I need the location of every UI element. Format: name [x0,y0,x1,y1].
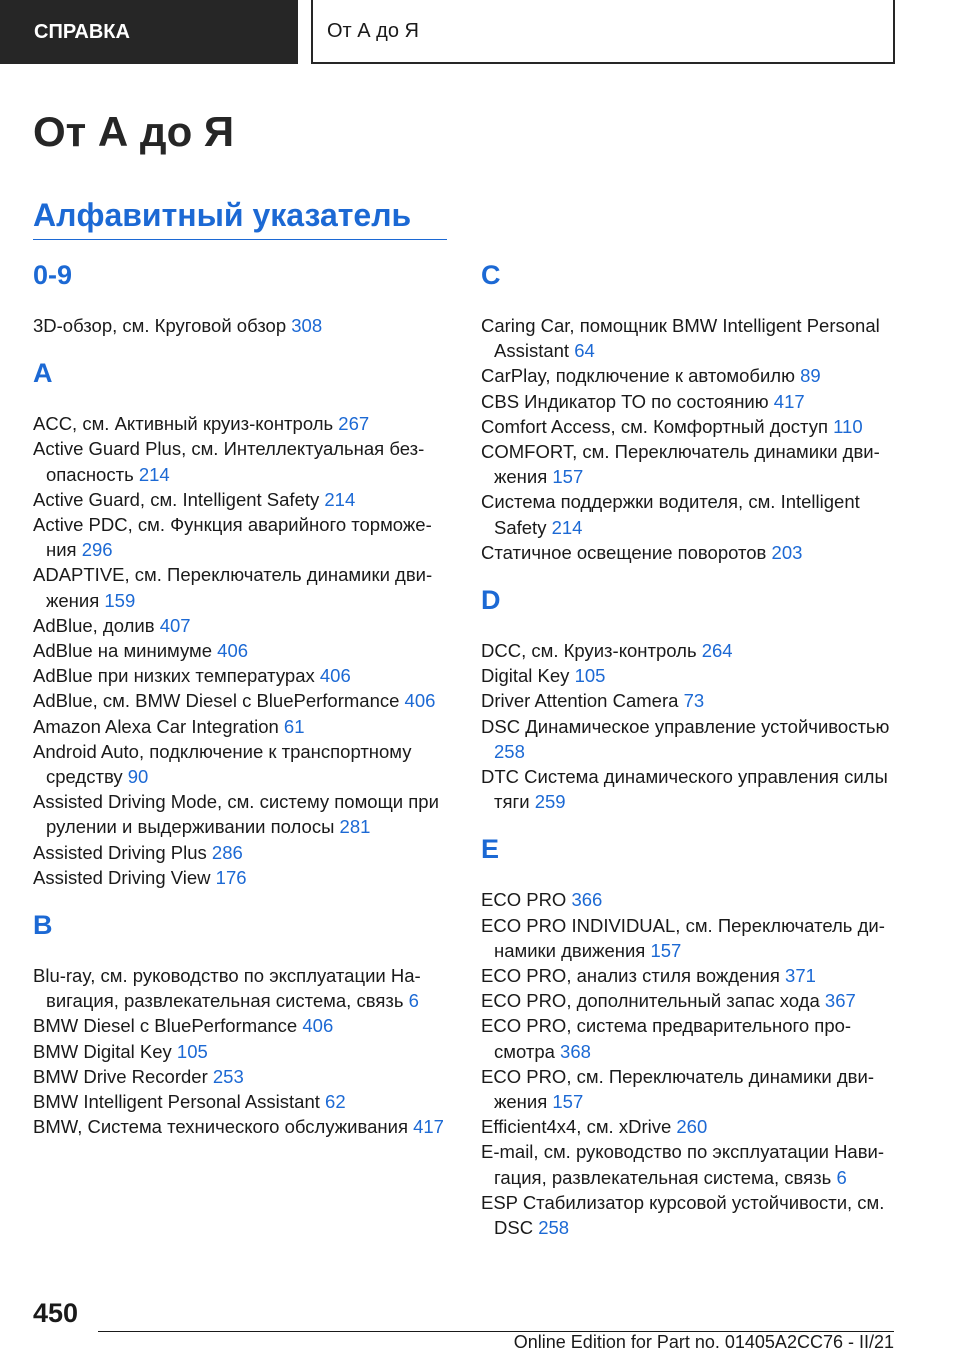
page-reference-link[interactable]: 214 [138,463,170,485]
page-reference-link[interactable]: 159 [104,589,136,611]
index-entry-text: Active PDC, см. Функция аварийного торможения [33,514,432,561]
index-entry-text: ECO PRO, см. Переключатель динамики движения [481,1065,874,1113]
page-reference-link[interactable]: 110 [833,415,863,437]
page-reference-link[interactable]: 367 [824,990,856,1012]
index-entry [33,411,453,436]
index-entry [33,436,453,486]
index-entry [33,714,453,739]
index-entry-text: DTC Система динамического управления силы тяги [481,766,888,813]
index-entry-text: Статичное освещение поворотов [481,541,767,563]
index-entry [481,414,901,439]
page-reference-link[interactable]: 90 [127,766,149,788]
index-entry-text: DCC, см. Круиз-контроль [481,640,697,662]
page-reference-link[interactable]: 258 [494,740,525,762]
index-entry-text: DSC Динамическое управление устойчивостью [481,715,890,737]
page-reference-link[interactable]: 214 [324,488,356,510]
index-entry [481,540,901,565]
index-entry-text: AdBlue на минимуме [33,640,213,662]
index-entry [481,638,901,663]
index-entry-text: Active Guard, см. Intelligent Safety [33,488,320,510]
page-reference-link[interactable]: 417 [773,390,805,412]
index-entry-text: ECO PRO, дополнительный запас хода [481,990,820,1012]
subtitle-divider [33,239,447,240]
index-section [33,908,453,1139]
index-entry [33,613,453,638]
page-reference-link[interactable]: 259 [534,791,566,813]
page-reference-link[interactable]: 64 [574,340,595,362]
index-entry-text: Digital Key [481,665,570,687]
page-reference-link[interactable]: 406 [217,640,249,662]
index-section [33,356,453,890]
page-reference-link[interactable]: 89 [800,365,821,387]
page-reference-link[interactable]: 308 [291,315,323,336]
index-section [481,583,901,814]
index-entry-text: ECO PRO [481,889,567,911]
page-reference-link[interactable]: 417 [413,1116,444,1138]
edition-note: Online Edition for Part no. 01405A2CC76 - II/21 [513,1332,894,1352]
page-reference-link[interactable]: 105 [574,665,606,687]
index-entry [33,663,453,688]
page-reference-link[interactable]: 286 [211,841,243,863]
index-entry-text: BMW, Система технического обслуживания [33,1116,408,1138]
page-title: От А до Я [33,108,235,155]
page-reference-link[interactable]: 105 [176,1040,208,1062]
page-reference-link[interactable]: 371 [785,965,816,987]
page-reference-link[interactable]: 406 [404,690,436,712]
index-entry [33,487,453,512]
index-entry [481,887,901,912]
index-letter-heading: 0-9 [33,260,73,290]
index-letter-heading: D [481,585,501,616]
index-entry [481,363,901,388]
page-reference-link[interactable]: 176 [215,866,247,888]
index-entry-text: AdBlue, долив [33,614,155,636]
index-entry-text: ACC, см. Активный круиз-контроль [33,413,334,435]
index-entry-text: ADAPTIVE, см. Переключатель динамики движения [33,564,433,611]
page-reference-link[interactable]: 214 [551,516,583,538]
index-entry [481,963,901,988]
index-entry-text: AdBlue при низких температурах [33,665,315,687]
page-reference-link[interactable]: 203 [771,541,803,563]
index-entry-text: Android Auto, подключение к транспортному средству [33,740,412,788]
index-entry-text: Amazon Alexa Car Integration [33,715,279,737]
index-entry [481,764,901,814]
index-letter-heading: A [33,358,53,389]
page-reference-link[interactable]: 157 [650,939,682,961]
index-entry-text: AdBlue, см. BMW Diesel с BluePerformance [33,690,400,712]
index-entry [481,1114,901,1139]
index-entry [33,840,453,865]
index-entry-text: Caring Car, помощник BMW Intelligent Personal Assistant [481,315,880,362]
index-entry-text: ECO PRO, анализ стиля вождения [481,965,780,987]
index-entry-text: Assisted Driving View [33,866,211,888]
index-entry [481,1139,901,1189]
index-section [481,258,901,565]
index-entry [33,1089,453,1114]
page-reference-link[interactable]: 62 [325,1091,346,1113]
index-entry-text: BMW Digital Key [33,1040,172,1062]
index-entry [33,739,453,789]
index-entry-text: Comfort Access, см. Комфортный доступ [481,415,828,437]
index-entry [33,963,453,1013]
index-entry [33,789,453,839]
page-reference-link[interactable]: 406 [319,665,351,687]
index-column-left [33,258,453,1139]
index-entry-text: BMW Drive Recorder [33,1065,208,1087]
index-letter-heading: C [481,260,501,290]
page-reference-link[interactable]: 296 [81,539,113,561]
index-column-right [481,258,901,1240]
section-tab[interactable]: СПРАВКА [0,0,298,64]
index-entry [481,663,901,688]
index-entry-text: Система поддержки водителя, см. Intelligent Safety [481,491,860,538]
index-entry-text: 3D-обзор, см. Круговой обзор [33,315,287,336]
index-entry [481,913,901,963]
page-reference-link[interactable]: 157 [552,1091,584,1113]
index-entry-text: ECO PRO, система предварительного просмотра [481,1015,852,1062]
index-section [33,258,453,338]
page-header [0,0,960,64]
index-entry [481,714,901,764]
page-reference-link[interactable]: 61 [283,715,305,737]
index-entry-text: Blu-ray, см. руководство по эксплуатации Навигация, развлекательная система, связь [33,965,421,1012]
page-reference-link[interactable]: 253 [212,1065,244,1087]
index-entry [481,313,901,363]
index-entry [481,988,901,1013]
index-entry [33,688,453,713]
index-entry [481,489,901,539]
index-entry [33,1064,453,1089]
index-entry-text: Assisted Driving Mode, см. систему помощи при рулении и выдерживании полосы [33,791,439,838]
index-entry [481,1190,901,1240]
index-entry-text: CBS Индикатор ТО по состоянию [481,390,769,412]
index-entry-text: Assisted Driving Plus [33,841,207,863]
index-entry-text: BMW Diesel с BluePerformance [33,1015,298,1037]
page-reference-link[interactable]: 407 [159,614,191,636]
page-reference-link[interactable]: 406 [302,1015,334,1037]
index-entry-text: BMW Intelligent Personal Assistant [33,1091,320,1113]
page-reference-link[interactable]: 366 [571,889,603,911]
index-entry-text: ECO PRO INDIVIDUAL, см. Переключатель динамики движения [481,914,885,961]
page-reference-link[interactable]: 368 [560,1040,591,1062]
index-entry [481,688,901,713]
index-letter-heading: E [481,834,500,865]
index-entry [481,439,901,489]
index-entry-text: Active Guard Plus, см. Интеллектуальная безопасность [33,438,425,485]
index-entry [33,562,453,612]
index-section [481,832,901,1240]
page-reference-link[interactable]: 267 [338,413,370,435]
index-entry [481,1064,901,1114]
page-reference-link[interactable]: 6 [836,1166,847,1188]
index-entry-text: ESP Стабилизатор курсовой устойчивости, см. DSC [481,1191,885,1239]
index-entry [33,313,453,338]
index-entry [33,1039,453,1064]
chapter-tab[interactable]: От А до Я [311,0,895,64]
page-reference-link[interactable]: 73 [683,690,705,712]
page-reference-link[interactable]: 264 [701,640,733,662]
index-subtitle: Алфавитный указатель [33,197,412,233]
index-entry-text: E-mail, см. руководство по эксплуатации Навигация, развлекательная система, связь [481,1141,885,1188]
index-entry [33,1114,453,1139]
page-reference-link[interactable]: 260 [676,1116,708,1138]
index-entry [481,1013,901,1063]
page-reference-link[interactable]: 281 [339,816,371,838]
page-reference-link[interactable]: 6 [408,990,419,1012]
index-entry-text: Efficient4x4, см. xDrive [481,1116,672,1138]
index-entry-text: COMFORT, см. Переключатель динамики движения [481,441,880,488]
index-entry [33,512,453,562]
index-entry-text: Driver Attention Camera [481,690,679,712]
page-number: 450 [33,1298,79,1328]
index-entry-text: CarPlay, подключение к автомобилю [481,365,795,387]
index-entry [481,389,901,414]
page-reference-link[interactable]: 258 [538,1217,570,1239]
index-entry [33,638,453,663]
index-letter-heading: B [33,910,53,941]
page-reference-link[interactable]: 157 [552,466,584,488]
index-entry [33,865,453,890]
index-entry [33,1013,453,1038]
